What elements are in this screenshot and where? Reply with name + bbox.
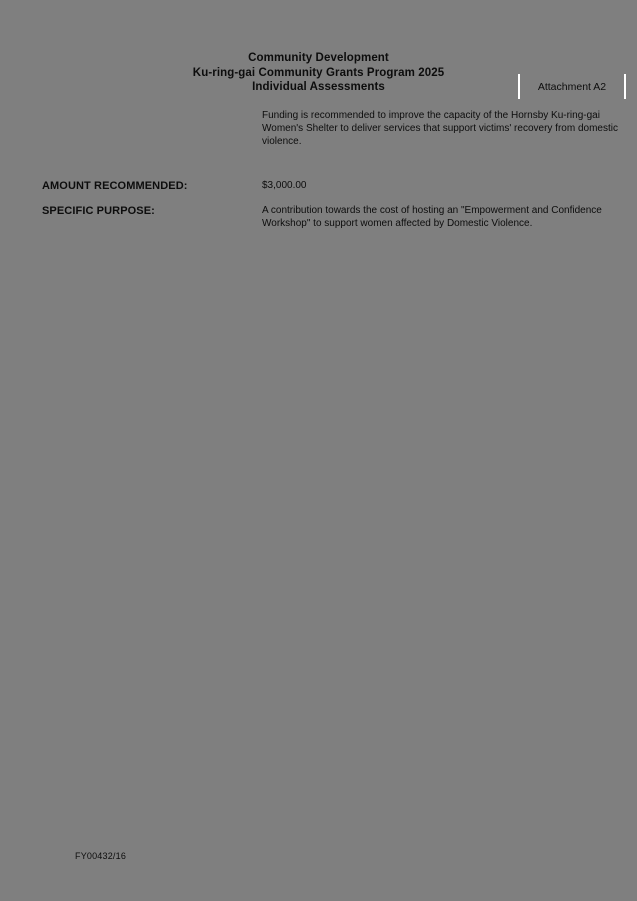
amount-recommended-value: $3,000.00 [262, 180, 307, 191]
attachment-label: Attachment A2 [537, 80, 607, 93]
specific-purpose-label: SPECIFIC PURPOSE: [42, 205, 155, 217]
header-program-title: Ku-ring-gai Community Grants Program 2025 [192, 66, 445, 79]
specific-purpose-value: A contribution towards the cost of hosting an "Empowerment and Confidence Workshop" to support women affected by Domestic Violence. [262, 205, 602, 229]
recommendation-paragraph: Funding is recommended to improve the capacity of the Hornsby Ku-ring-gai Women's Shelter to deliver services that support victims' recovery from domestic violence. [262, 110, 618, 147]
header-subtitle: Individual Assessments [252, 81, 385, 93]
file-reference: FY00432/16 [75, 851, 127, 861]
header-department: Community Development [248, 52, 389, 64]
amount-recommended-label: AMOUNT RECOMMENDED: [42, 180, 188, 192]
attachment-badge [518, 74, 626, 99]
